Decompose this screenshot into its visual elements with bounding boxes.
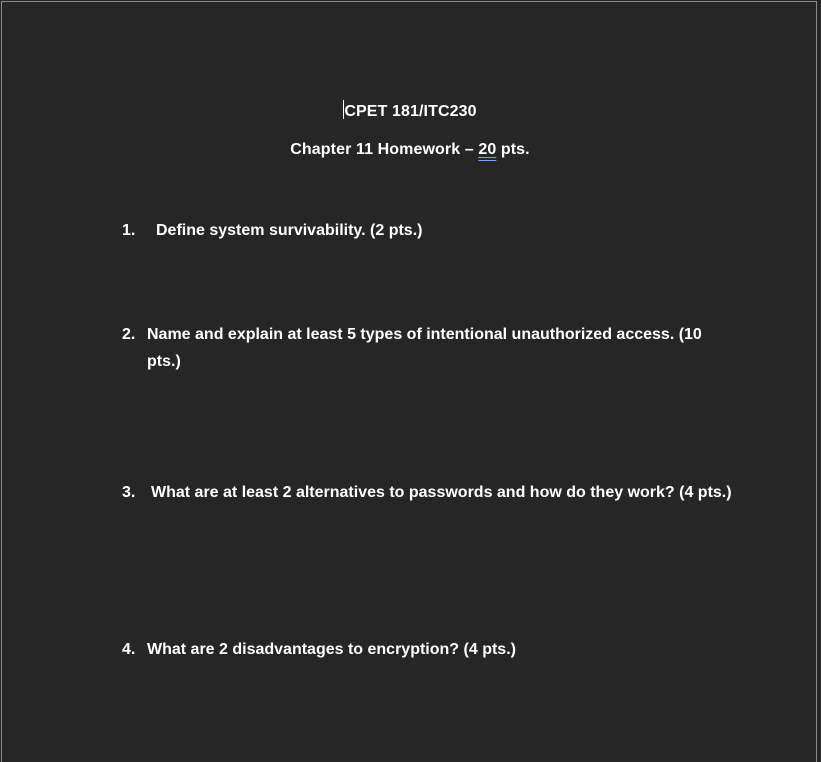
homework-heading	[2, 141, 818, 159]
question-number: 3.	[122, 484, 136, 501]
question-text: Define system survivability. (2 pts.)	[156, 222, 423, 239]
course-title	[2, 100, 818, 121]
question-text: What are 2 disadvantages to encryption? (4 pts.)	[147, 641, 516, 658]
question-3	[122, 479, 732, 506]
question-number: 4.	[122, 641, 136, 658]
heading-points: 20	[478, 141, 497, 158]
question-1	[122, 217, 732, 244]
document-page[interactable]	[1, 1, 817, 762]
question-number: 2.	[122, 326, 136, 343]
heading-suffix: pts.	[496, 141, 530, 158]
question-2	[122, 321, 732, 375]
question-4	[122, 636, 732, 663]
course-code: CPET 181/ITC230	[344, 103, 477, 120]
question-number: 1.	[122, 222, 136, 239]
question-text: What are at least 2 alternatives to passwords and how do they work? (4 pts.)	[151, 484, 732, 501]
question-text: Name and explain at least 5 types of intentional unauthorized access. (10 pts.)	[147, 326, 702, 370]
heading-prefix: Chapter 11 Homework –	[290, 141, 479, 158]
